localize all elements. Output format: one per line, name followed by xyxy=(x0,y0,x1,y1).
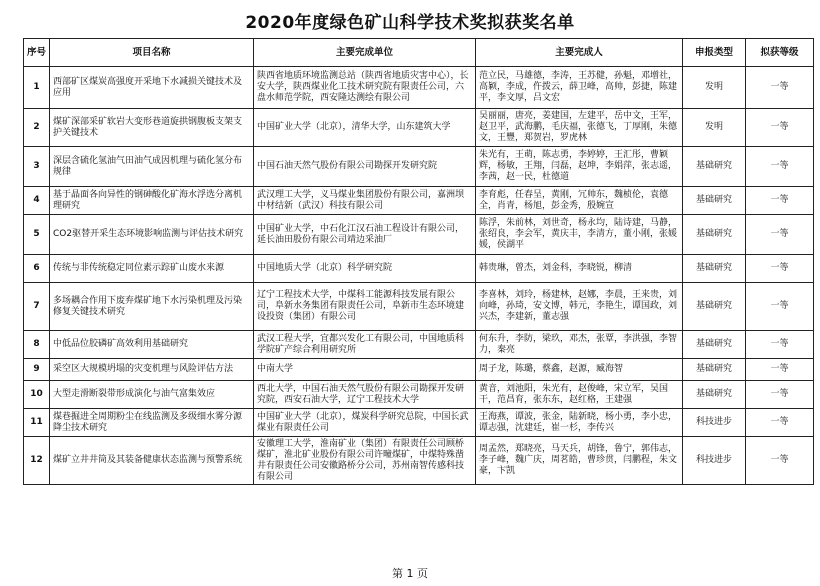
application-type: 基础研究 xyxy=(683,381,746,409)
table-row xyxy=(24,409,814,437)
row-index: 12 xyxy=(24,437,50,485)
project-name: 西部矿区煤炭高强度开采地下水减损关键技术及应用 xyxy=(50,67,254,109)
row-index: 7 xyxy=(24,283,50,331)
table-row xyxy=(24,215,814,255)
row-index: 8 xyxy=(24,331,50,359)
page-number: 第 1 页 xyxy=(392,567,428,580)
award-level: 一等 xyxy=(746,409,814,437)
application-type: 基础研究 xyxy=(683,255,746,283)
completion-people: 陈浮，朱前林，刘世奇，杨永均，陆诗建，马静，张绍良，李会军，黄庆丰，李清方，董小刚，张媛媛，侯湖平 xyxy=(476,215,683,255)
award-level: 一等 xyxy=(746,359,814,381)
completion-units: 中国地质大学（北京）科学研究院 xyxy=(254,255,476,283)
completion-people: 韩贵琳，曾杰，刘金科，李晓锐，柳清 xyxy=(476,255,683,283)
completion-people: 王海燕，谭波，张金，陆新晓，杨小勇，李小忠，谭志强，沈建廷，崔一杉，李传兴 xyxy=(476,409,683,437)
completion-people: 李育彪，任春呈，黄刚，冗帅东，魏桢伦，袁德全，肖青，杨旭，彭金秀，殷婉宣 xyxy=(476,187,683,215)
award-level: 一等 xyxy=(746,331,814,359)
row-index: 9 xyxy=(24,359,50,381)
completion-units: 中国矿业大学，中石化江汉石油工程设计有限公司，延长油田股份有限公司靖边采油厂 xyxy=(254,215,476,255)
completion-people: 何东升，李防，梁玖，邓杰，张覃，李洪强，李智力，秦亮 xyxy=(476,331,683,359)
project-name: 煤矿深部采矿软岩大变形巷道旋拱钢腹板支架支护关键技术 xyxy=(50,109,254,147)
table-row xyxy=(24,255,814,283)
completion-units: 武汉工程大学，宜都兴发化工有限公司，中国地质科学院矿产综合利用研究所 xyxy=(254,331,476,359)
table-row xyxy=(24,187,814,215)
award-level: 一等 xyxy=(746,109,814,147)
application-type: 基础研究 xyxy=(683,283,746,331)
completion-people: 周孟然，郑晓亮，马天兵，胡锋，鲁宁，郭伟志，李子峰，魏广庆，周茗皓，曹珍贯，闫鹏程，朱文豪，卞凯 xyxy=(476,437,683,485)
row-index: 3 xyxy=(24,147,50,187)
completion-people: 周子龙，陈璐，蔡鑫，赵源，臧海智 xyxy=(476,359,683,381)
completion-units: 中南大学 xyxy=(254,359,476,381)
header-people: 主要完成人 xyxy=(476,39,683,67)
completion-units: 辽宁工程技术大学，中煤科工能源科技发展有限公司，阜新水务集团有限责任公司，阜新市生态环境建设投资（集团）有限公司 xyxy=(254,283,476,331)
header-level: 拟获等级 xyxy=(746,39,814,67)
header-index: 序号 xyxy=(24,39,50,67)
completion-people: 吴丽丽，唐亮，姜建国，左建平，岳中文，王军，赵卫平，武海鹏，毛庆福，张德飞，丁厚刚，朱德文，王豐，郑贺岩，罗虎林 xyxy=(476,109,683,147)
header-type: 申报类型 xyxy=(683,39,746,67)
row-index: 4 xyxy=(24,187,50,215)
header-units: 主要完成单位 xyxy=(254,39,476,67)
completion-units: 安徽理工大学，淮南矿业（集团）有限责任公司顾桥煤矿，淮北矿业股份有限公司许疃煤矿，中煤特殊凿井有限责任公司安徽路桥分公司，苏州南智传感科技有限公司 xyxy=(254,437,476,485)
award-level: 一等 xyxy=(746,381,814,409)
row-index: 5 xyxy=(24,215,50,255)
completion-people: 黄音，刘池阳，朱光有，赵俊峰，宋立军，吴国干，范昌育，张东东，赵红格，王建强 xyxy=(476,381,683,409)
completion-units: 西北大学，中国石油天然气股份有限公司勘探开发研究院，西安石油大学，辽宁工程技术大学 xyxy=(254,381,476,409)
table-row xyxy=(24,147,814,187)
header-project: 项目名称 xyxy=(50,39,254,67)
project-name: 煤巷掘进全周期粉尘在线监测及多级细水雾分源降尘技术研究 xyxy=(50,409,254,437)
application-type: 基础研究 xyxy=(683,215,746,255)
project-name: 深层含硫化氢油气田油气成因机理与硫化氢分布规律 xyxy=(50,147,254,187)
table-header-row xyxy=(24,39,814,67)
project-name: 煤矿立井井筒及其装备健康状态监测与预警系统 xyxy=(50,437,254,485)
application-type: 科技进步 xyxy=(683,409,746,437)
project-name: 中低品位胶磷矿高效利用基础研究 xyxy=(50,331,254,359)
application-type: 基础研究 xyxy=(683,359,746,381)
row-index: 6 xyxy=(24,255,50,283)
row-index: 2 xyxy=(24,109,50,147)
completion-units: 武汉理工大学，义马煤业集团股份有限公司，嘉洲坝中材结新（武汉）科技有限公司 xyxy=(254,187,476,215)
award-level: 一等 xyxy=(746,215,814,255)
application-type: 基础研究 xyxy=(683,147,746,187)
project-name: 基于晶面各向异性的钢砷酸化矿海水浮选分离机理研究 xyxy=(50,187,254,215)
completion-units: 中国矿业大学（北京），煤炭科学研究总院，中国长武煤业有限责任公司 xyxy=(254,409,476,437)
table-row xyxy=(24,331,814,359)
application-type: 发明 xyxy=(683,109,746,147)
completion-units: 陕西省地质环境监测总站（陕西省地质灾害中心），长安大学，陕西煤业化工技术研究院有限责任公司，六盘水师范学院，西安隆达测绘有限公司 xyxy=(254,67,476,109)
award-table xyxy=(23,38,814,485)
award-level: 一等 xyxy=(746,437,814,485)
table-row xyxy=(24,283,814,331)
project-name: 多场耦合作用下废弃煤矿地下水污染机理及污染修复关键技术研究 xyxy=(50,283,254,331)
completion-units: 中国石油天然气股份有限公司勘探开发研究院 xyxy=(254,147,476,187)
table-row xyxy=(24,67,814,109)
completion-people: 李喜林，刘玲，杨建林，赵娜，李晨，王来贵，刘向峰，孙琦，安文博，韩元，李艳生，谭国政，刘兴杰，李建新，董志强 xyxy=(476,283,683,331)
project-name: CO2驱替开采生态环境影响监测与评估技术研究 xyxy=(50,215,254,255)
row-index: 10 xyxy=(24,381,50,409)
document-title: 2020年度绿色矿山科学技术奖拟获奖名单 xyxy=(245,13,575,33)
project-name: 大型走滑断裂带形成演化与油气富集效应 xyxy=(50,381,254,409)
application-type: 基础研究 xyxy=(683,187,746,215)
completion-units: 中国矿业大学（北京），清华大学，山东建筑大学 xyxy=(254,109,476,147)
row-index: 11 xyxy=(24,409,50,437)
award-level: 一等 xyxy=(746,187,814,215)
award-level: 一等 xyxy=(746,255,814,283)
application-type: 发明 xyxy=(683,67,746,109)
table-row xyxy=(24,359,814,381)
application-type: 科技进步 xyxy=(683,437,746,485)
application-type: 基础研究 xyxy=(683,331,746,359)
table-row xyxy=(24,109,814,147)
project-name: 采空区大规模坍塌的灾变机理与风险评估方法 xyxy=(50,359,254,381)
completion-people: 范立民，马雄德，李涛，王苏健，孙魁，邓增社，高颖，李成，仵拨云，薛卫峰，高帅，彭捷，陈建平，李文厚，吕文宏 xyxy=(476,67,683,109)
completion-people: 朱光有，王萌，陈志勇，李婷婷，王汇彤，曹颖辉，杨敏，王翔，闫磊，赵坤，李娟萍，张志遥，李茜，赵一民，杜德道 xyxy=(476,147,683,187)
row-index: 1 xyxy=(24,67,50,109)
project-name: 传统与非传统稳定同位素示踪矿山废水来源 xyxy=(50,255,254,283)
table-row xyxy=(24,437,814,485)
award-level: 一等 xyxy=(746,67,814,109)
award-level: 一等 xyxy=(746,283,814,331)
table-row xyxy=(24,381,814,409)
award-level: 一等 xyxy=(746,147,814,187)
